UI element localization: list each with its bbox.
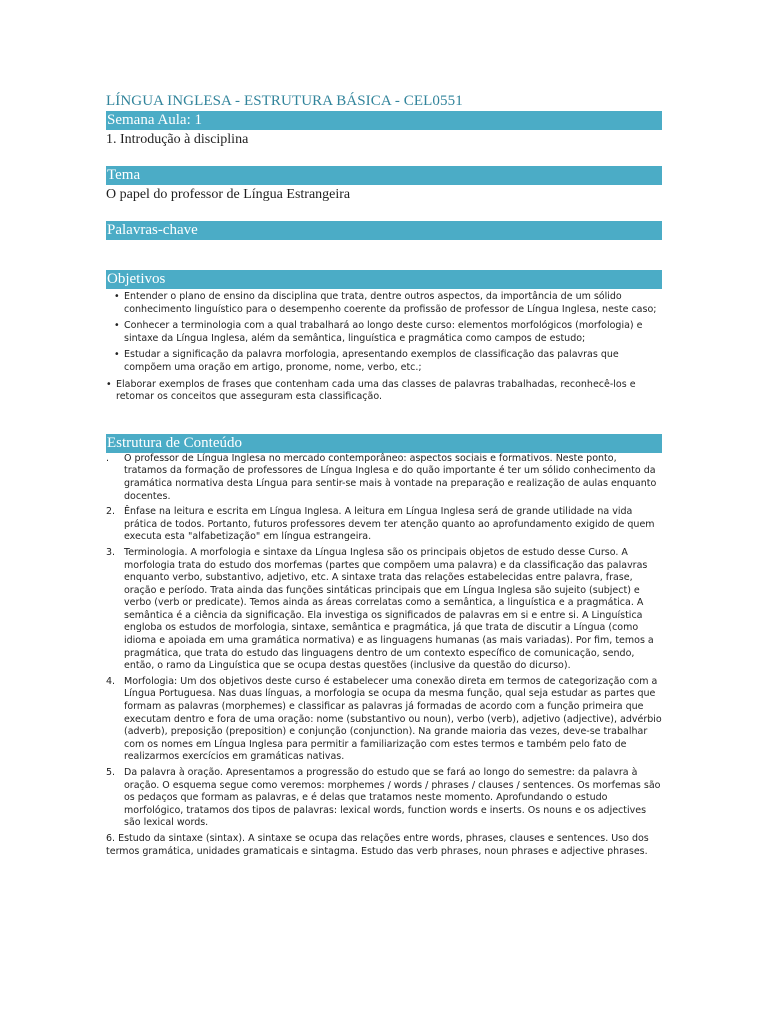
- document-title: LÍNGUA INGLESA - ESTRUTURA BÁSICA - CEL0551: [106, 93, 463, 109]
- content-item-text: Da palavra à oração. Apresentamos a progressão do estudo que se fará ao longo do semestre: da palavra à oração. O esquema segue como veremos: morphemes / words / phrases / clauses / sentences. Os morfemas são os pedaços que formam as palavras, e é delas que tratamos neste momento. Aprofundando o estudo morfológico, tratamos dos tipos de palavras: lexical words, function words e inserts. Os nouns e os adjectives são lexical words.: [124, 767, 661, 829]
- content-item: [106, 453, 662, 503]
- bullet-icon: •: [106, 378, 112, 390]
- document-page: [106, 92, 662, 858]
- objectives-section: [106, 291, 662, 404]
- bullet-icon: •: [114, 291, 120, 302]
- content-header: Estrutura de Conteúdo: [106, 434, 662, 453]
- content-item-number: 3.: [106, 546, 116, 558]
- content-item-number: 2.: [106, 506, 116, 518]
- objectives-header: Objetivos: [106, 270, 662, 289]
- objective-text: Entender o plano de ensino da disciplina que trata, dentre outros aspectos, da importância de um sólido conhecimento linguístico para o desempenho coerente da profissão de professor de Língua Inglesa, neste caso;: [124, 291, 657, 315]
- content-item-text: Morfologia: Um dos objetivos deste curso é estabelecer uma conexão direta em termos de categorização com a Língua Portuguesa. Nas duas línguas, a morfologia se ocupa da mesma função, qual seja estudar as partes que formam as palavras (morphemes) e classificar as palavras já formadas de acordo com a função primeira que executam dentro e fora de uma oração: nome (substantivo ou noun), verbo (verb), adjetivo (adjective), advérbio (adverb), preposição (preposition) e conjunção (conjunction). Na grande maioria das vezes, deve-se trabalhar com os nomes em Língua Inglesa para permitir a familiarização com estes termos e também pelo fato de realizarmos exercícios em gramáticas nativas.: [124, 675, 662, 763]
- content-item: [106, 676, 662, 764]
- content-item: [106, 547, 662, 673]
- bullet-icon: •: [114, 320, 120, 332]
- objectives-list: [106, 291, 662, 375]
- content-item-number: 5.: [106, 767, 116, 778]
- content-item-text: Terminologia. A morfologia e sintaxe da Língua Inglesa são os principais objetos de estudo desse Curso. A morfologia trata do estudo dos morfemas (partes que compõem uma palavra) e da classificação das palavras enquanto verbo, substantivo, adjetivo, etc. A sintaxe trata das relações estabelecidas entre palavra, frase, oração e período. Trata ainda das funções sintáticas principais que em Língua Inglesa são sujeito (subject) e verbo (verb or predicate). Temos ainda as áreas correlatas como a semântica, a linguística e a pragmática. A semântica é a ciência da significação. Ela investiga os significados de palavras em si e entre si. A Linguística engloba os estudos de morfologia, sintaxe, semântica e pragmática, já que trata de discutir a Língua (como idioma e apoiada em uma gramática normativa) e as linguagens humanas (as mais variadas). Por fim, temos a pragmática, que trata do estudo das linguagens dentro de um contexto específico de comunicação, sendo, então, o ramo da Linguística que se ocupa destas questões (inclusive da questão do dicurso).: [124, 546, 654, 672]
- objective-text: Conhecer a terminologia com a qual trabalhará ao longo deste curso: elementos morfológicos (morfologia) e sintaxe da Língua Inglesa, além da semântica, linguística e pragmática como campos de estudo;: [124, 320, 643, 344]
- content-item-number: .: [106, 452, 110, 464]
- bullet-icon: •: [114, 349, 120, 361]
- content-extra: 6. Estudo da sintaxe (sintax). A sintaxe se ocupa das relações entre words, phrases, clauses e sentences. Uso dos termos gramática, unidades gramaticais e sintagma. Estudo das verb phrases, noun phrases e adjective phrases.: [106, 832, 649, 857]
- tema-text: O papel do professor de Língua Estrangeira: [106, 187, 351, 202]
- objective-text: Estudar a significação da palavra morfologia, apresentando exemplos de classificação das palavras que compõem uma oração em artigo, pronome, nome, verbo, etc.;: [124, 349, 619, 373]
- objective-item: [106, 349, 662, 374]
- content-item: [106, 506, 662, 544]
- content-item-text: O professor de Língua Inglesa no mercado contemporâneo: aspectos sociais e formativos. Neste ponto, tratamos da formação de professores de Língua Inglesa e do quão importante é ter um sólido conhecimento da gramática normativa desta Língua para sentir-se mais à vontade na preparação e realização de aulas enquanto docentes.: [124, 452, 657, 502]
- content-item: [106, 767, 662, 830]
- objective-extra: [106, 379, 662, 404]
- content-section: [106, 453, 662, 858]
- keywords-header: Palavras-chave: [106, 221, 662, 240]
- objective-item: [106, 291, 662, 316]
- week-header: Semana Aula: 1: [106, 111, 662, 130]
- objective-item: [106, 320, 662, 345]
- tema-header: Tema: [106, 166, 662, 185]
- content-item-text: Ênfase na leitura e escrita em Língua Inglesa. A leitura em Língua Inglesa será de grande utilidade na vida prática de todos. Portanto, futuros professores devem ter atenção quanto ao aprofundamento exigido de quem executa esta "alfabetização" em língua estrangeira.: [124, 506, 655, 543]
- week-item: 1. Introdução à disciplina: [106, 132, 249, 147]
- content-list: [106, 453, 662, 830]
- objective-extra-text: Elaborar exemplos de frases que contenham cada uma das classes de palavras trabalhadas, reconhecê-los e retomar os conceitos que asseguram esta classificação.: [116, 378, 636, 403]
- content-item-number: 4.: [106, 675, 116, 687]
